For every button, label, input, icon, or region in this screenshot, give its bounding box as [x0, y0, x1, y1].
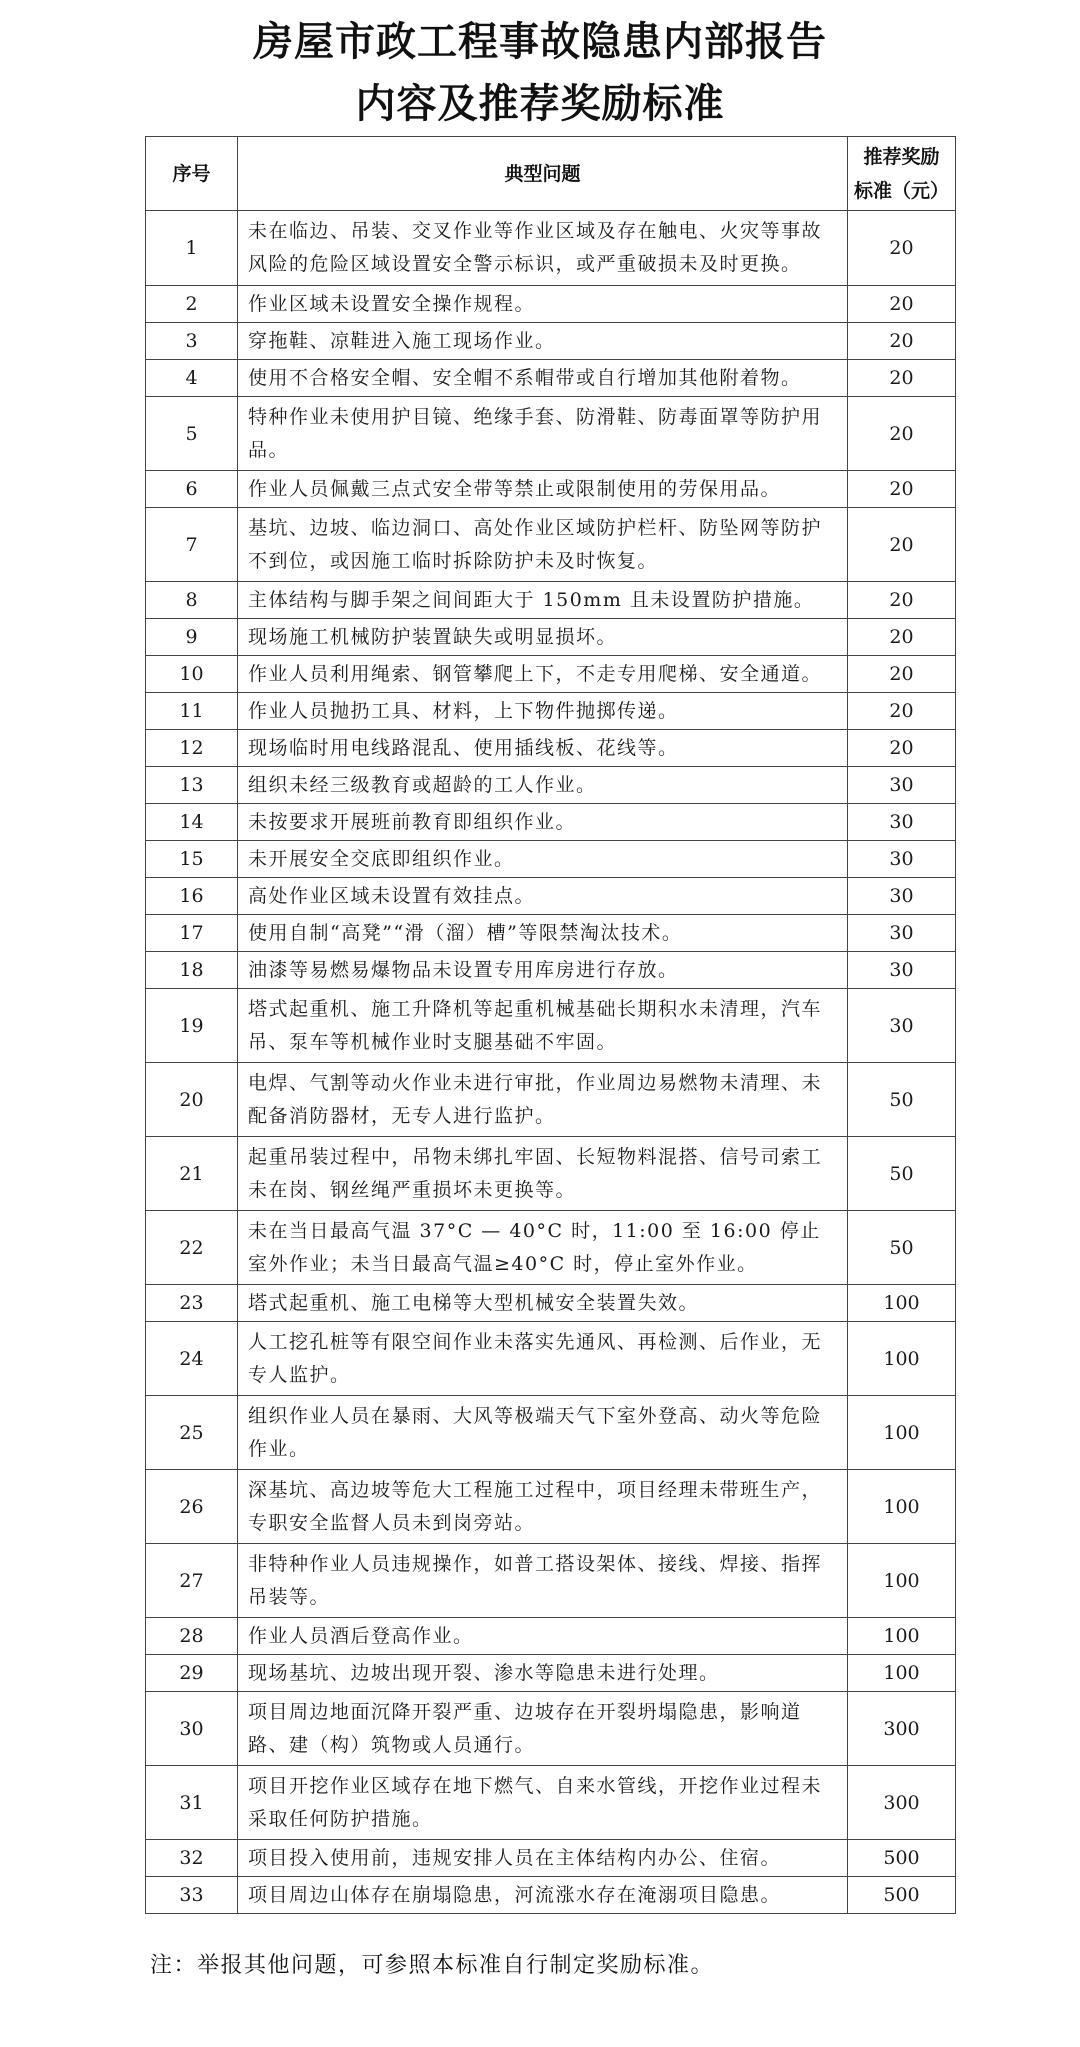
row-reward: 100 [848, 1655, 956, 1692]
row-number: 32 [146, 1840, 238, 1877]
row-issue: 组织作业人员在暴雨、大风等极端天气下室外登高、动火等危险作业。 [238, 1396, 848, 1470]
row-number: 17 [146, 915, 238, 952]
row-issue: 特种作业未使用护目镜、绝缘手套、防滑鞋、防毒面罩等防护用品。 [238, 397, 848, 471]
row-reward: 20 [848, 323, 956, 360]
row-reward: 30 [848, 878, 956, 915]
row-issue: 作业人员佩戴三点式安全带等禁止或限制使用的劳保用品。 [238, 471, 848, 508]
row-reward: 30 [848, 767, 956, 804]
row-number: 21 [146, 1137, 238, 1211]
table-row [146, 989, 956, 1063]
row-issue: 高处作业区域未设置有效挂点。 [238, 878, 848, 915]
row-number: 16 [146, 878, 238, 915]
table-row [146, 471, 956, 508]
row-reward: 300 [848, 1766, 956, 1840]
row-number: 19 [146, 989, 238, 1063]
table-row [146, 286, 956, 323]
row-issue: 作业区域未设置安全操作规程。 [238, 286, 848, 323]
row-reward: 50 [848, 1137, 956, 1211]
row-reward: 20 [848, 471, 956, 508]
row-issue: 作业人员酒后登高作业。 [238, 1618, 848, 1655]
row-number: 4 [146, 360, 238, 397]
row-issue: 深基坑、高边坡等危大工程施工过程中，项目经理未带班生产，专职安全监督人员未到岗旁站。 [238, 1470, 848, 1544]
row-issue: 现场临时用电线路混乱、使用插线板、花线等。 [238, 730, 848, 767]
row-reward: 100 [848, 1396, 956, 1470]
row-reward: 20 [848, 211, 956, 286]
row-issue: 使用自制“高凳”“滑（溜）槽”等限禁淘汰技术。 [238, 915, 848, 952]
row-issue: 未在当日最高气温 37°C — 40°C 时，11:00 至 16:00 停止室外作业；未当日最高气温≥40°C 时，停止室外作业。 [238, 1211, 848, 1285]
row-reward: 20 [848, 397, 956, 471]
header-issue: 典型问题 [238, 137, 848, 211]
table-row [146, 1470, 956, 1544]
row-reward: 20 [848, 360, 956, 397]
table-row [146, 841, 956, 878]
row-reward: 20 [848, 619, 956, 656]
document-title-line1: 房屋市政工程事故隐患内部报告 [253, 19, 827, 65]
row-number: 10 [146, 656, 238, 693]
table-row [146, 952, 956, 989]
row-issue: 穿拖鞋、凉鞋进入施工现场作业。 [238, 323, 848, 360]
table-row [146, 1840, 956, 1877]
row-issue: 项目周边地面沉降开裂严重、边坡存在开裂坍塌隐患，影响道路、建（构）筑物或人员通行。 [238, 1692, 848, 1766]
table-row [146, 767, 956, 804]
row-reward: 100 [848, 1285, 956, 1322]
table-row [146, 915, 956, 952]
row-reward: 100 [848, 1618, 956, 1655]
row-number: 27 [146, 1544, 238, 1618]
row-issue: 主体结构与脚手架之间间距大于 150mm 且未设置防护措施。 [238, 582, 848, 619]
row-issue: 现场施工机械防护装置缺失或明显损坏。 [238, 619, 848, 656]
document-title-line2: 内容及推荐奖励标准 [355, 81, 725, 127]
row-issue: 项目周边山体存在崩塌隐患，河流涨水存在淹溺项目隐患。 [238, 1877, 848, 1914]
row-reward: 20 [848, 693, 956, 730]
row-number: 1 [146, 211, 238, 286]
row-number: 24 [146, 1322, 238, 1396]
row-issue: 塔式起重机、施工升降机等起重机械基础长期积水未清理，汽车吊、泵车等机械作业时支腿基础不牢固。 [238, 989, 848, 1063]
row-reward: 20 [848, 656, 956, 693]
row-number: 26 [146, 1470, 238, 1544]
table-row [146, 1396, 956, 1470]
row-reward: 50 [848, 1211, 956, 1285]
row-reward: 30 [848, 841, 956, 878]
row-issue: 未开展安全交底即组织作业。 [238, 841, 848, 878]
row-reward: 500 [848, 1840, 956, 1877]
row-number: 25 [146, 1396, 238, 1470]
row-issue: 项目开挖作业区域存在地下燃气、自来水管线，开挖作业过程未采取任何防护措施。 [238, 1766, 848, 1840]
row-number: 5 [146, 397, 238, 471]
table-row [146, 1618, 956, 1655]
row-reward: 20 [848, 582, 956, 619]
row-reward: 30 [848, 915, 956, 952]
row-issue: 未在临边、吊装、交叉作业等作业区域及存在触电、火灾等事故风险的危险区域设置安全警示标识，或严重破损未及时更换。 [238, 211, 848, 286]
row-issue: 使用不合格安全帽、安全帽不系帽带或自行增加其他附着物。 [238, 360, 848, 397]
header-no: 序号 [146, 137, 238, 211]
row-issue: 塔式起重机、施工电梯等大型机械安全装置失效。 [238, 1285, 848, 1322]
header-reward [848, 137, 956, 211]
row-issue: 电焊、气割等动火作业未进行审批，作业周边易燃物未清理、未配备消防器材，无专人进行监护。 [238, 1063, 848, 1137]
row-issue: 未按要求开展班前教育即组织作业。 [238, 804, 848, 841]
table-row [146, 1877, 956, 1914]
row-issue: 项目投入使用前，违规安排人员在主体结构内办公、住宿。 [238, 1840, 848, 1877]
table-row [146, 878, 956, 915]
row-number: 33 [146, 1877, 238, 1914]
row-issue: 作业人员抛扔工具、材料，上下物件抛掷传递。 [238, 693, 848, 730]
row-reward: 30 [848, 989, 956, 1063]
row-issue: 现场基坑、边坡出现开裂、渗水等隐患未进行处理。 [238, 1655, 848, 1692]
table-row [146, 1655, 956, 1692]
reward-standard-table [145, 136, 956, 1914]
table-row [146, 582, 956, 619]
row-number: 2 [146, 286, 238, 323]
row-reward: 20 [848, 286, 956, 323]
row-number: 28 [146, 1618, 238, 1655]
row-issue: 油漆等易燃易爆物品未设置专用库房进行存放。 [238, 952, 848, 989]
table-row [146, 211, 956, 286]
row-issue: 起重吊装过程中，吊物未绑扎牢固、长短物料混搭、信号司索工未在岗、钢丝绳严重损坏未更换等。 [238, 1137, 848, 1211]
row-number: 30 [146, 1692, 238, 1766]
table-row [146, 693, 956, 730]
row-number: 13 [146, 767, 238, 804]
table-row [146, 804, 956, 841]
row-number: 7 [146, 508, 238, 582]
row-reward: 100 [848, 1470, 956, 1544]
row-reward: 100 [848, 1544, 956, 1618]
table-row [146, 508, 956, 582]
row-reward: 20 [848, 508, 956, 582]
row-reward: 30 [848, 804, 956, 841]
table-row [146, 1211, 956, 1285]
row-number: 3 [146, 323, 238, 360]
row-number: 29 [146, 1655, 238, 1692]
table-row [146, 1285, 956, 1322]
table-row [146, 1137, 956, 1211]
table-row [146, 1544, 956, 1618]
table-row [146, 397, 956, 471]
row-reward: 50 [848, 1063, 956, 1137]
table-row [146, 1766, 956, 1840]
table-row [146, 360, 956, 397]
table-row [146, 323, 956, 360]
footnote: 注：举报其他问题，可参照本标准自行制定奖励标准。 [150, 1953, 715, 1978]
table-header-row [146, 137, 956, 211]
row-number: 11 [146, 693, 238, 730]
table-body [146, 211, 956, 1914]
row-reward: 300 [848, 1692, 956, 1766]
row-number: 14 [146, 804, 238, 841]
row-number: 31 [146, 1766, 238, 1840]
row-number: 18 [146, 952, 238, 989]
header-reward-line2: 标准（元） [853, 179, 949, 202]
row-reward: 500 [848, 1877, 956, 1914]
row-number: 23 [146, 1285, 238, 1322]
header-reward-line1: 推荐奖励 [863, 145, 940, 168]
table-row [146, 656, 956, 693]
table-row [146, 1322, 956, 1396]
table-row [146, 1692, 956, 1766]
row-number: 15 [146, 841, 238, 878]
row-reward: 20 [848, 730, 956, 767]
row-number: 8 [146, 582, 238, 619]
row-number: 22 [146, 1211, 238, 1285]
row-issue: 作业人员利用绳索、钢管攀爬上下，不走专用爬梯、安全通道。 [238, 656, 848, 693]
row-issue: 基坑、边坡、临边洞口、高处作业区域防护栏杆、防坠网等防护不到位，或因施工临时拆除防护未及时恢复。 [238, 508, 848, 582]
row-number: 6 [146, 471, 238, 508]
table-row [146, 619, 956, 656]
table-row [146, 730, 956, 767]
row-issue: 非特种作业人员违规操作，如普工搭设架体、接线、焊接、指挥吊装等。 [238, 1544, 848, 1618]
row-issue: 人工挖孔桩等有限空间作业未落实先通风、再检测、后作业，无专人监护。 [238, 1322, 848, 1396]
table-row [146, 1063, 956, 1137]
row-reward: 30 [848, 952, 956, 989]
row-number: 9 [146, 619, 238, 656]
row-issue: 组织未经三级教育或超龄的工人作业。 [238, 767, 848, 804]
row-number: 12 [146, 730, 238, 767]
row-number: 20 [146, 1063, 238, 1137]
row-reward: 100 [848, 1322, 956, 1396]
